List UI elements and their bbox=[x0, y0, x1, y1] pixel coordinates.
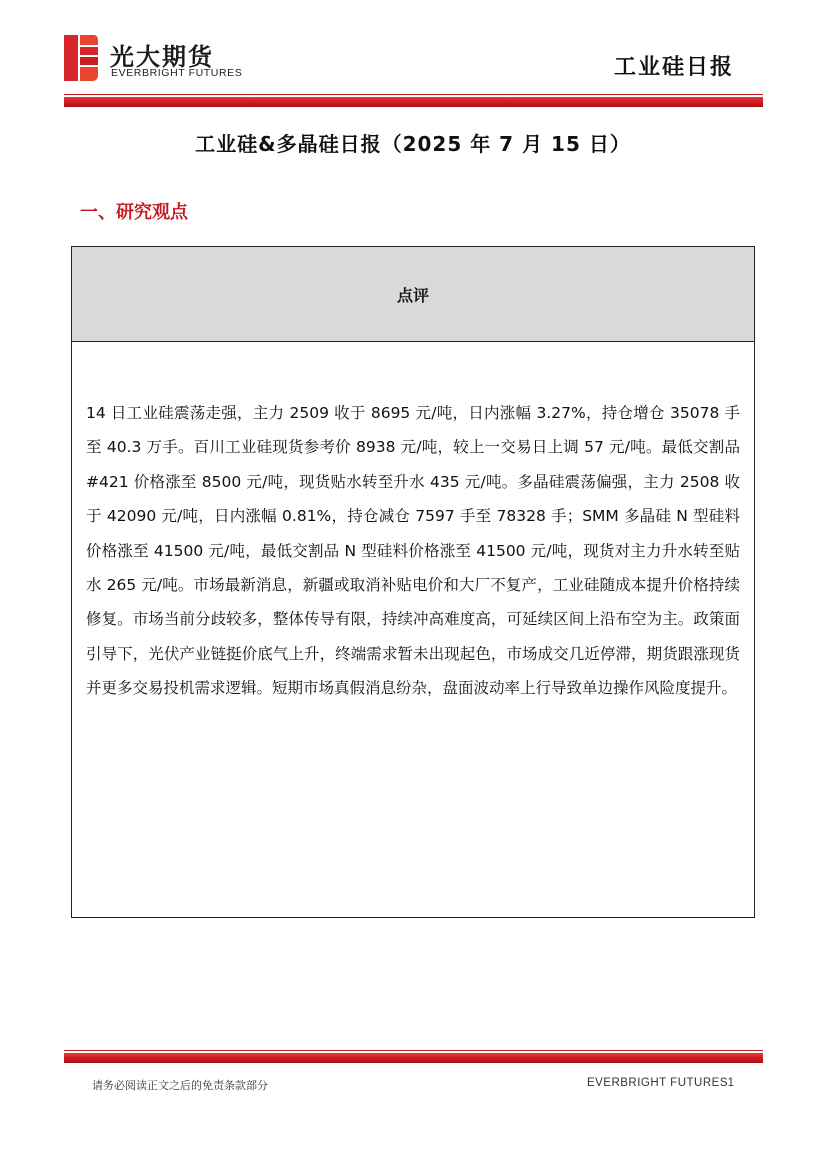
comment-table-header bbox=[72, 247, 754, 342]
comment-table bbox=[71, 246, 755, 918]
document-title: 工业硅&多晶硅日报（2025 年 7 月 15 日） bbox=[195, 132, 631, 156]
logo-english-name: EVERBRIGHT FUTURES bbox=[111, 67, 243, 79]
page-number: 1 bbox=[727, 1077, 734, 1089]
footer-disclaimer: 请务必阅读正文之后的免责条款部分 bbox=[92, 1079, 268, 1092]
header-divider bbox=[64, 94, 763, 107]
company-logo bbox=[64, 35, 264, 85]
footer-divider bbox=[64, 1050, 763, 1063]
logo-chinese-name: 光大期货 bbox=[110, 43, 214, 71]
everbright-logo-icon bbox=[64, 35, 98, 81]
footer-brand: EVERBRIGHT FUTURES bbox=[586, 1077, 728, 1089]
comment-text: 14 日工业硅震荡走强，主力 2509 收于 8695 元/吨，日内涨幅 3.27%，持仓增仓 35078 手至 40.3 万手。百川工业硅现货参考价 8938 元/吨，较上一交易日上调 57 元/吨。最低交割品#421 价格涨至 8500 元/吨，现货贴水转至升水 435 元/吨。多晶硅震荡偏强，主力 2508 收于 42090 元/吨，日内涨幅 0.81%，持仓减仓 7597 手至 78328 手；SMM 多晶硅 N 型硅料价格涨至 41500 元/吨，最低交割品 N 型硅料价格涨至 41500 元/吨，现货对主力升水转至贴水 265 元/吨。市场最新消息，新疆或取消补贴电价和大厂不复产，工业硅随成本提升价格持续修复。市场当前分歧较多，整体传导有限，持续冲高难度高，可延续区间上沿布空为主。政策面引导下，光伏产业链挺价底气上升，终端需求暂未出现起色，市场成交几近停滞，期货跟涨现货并更多交易投机需求逻辑。短期市场真假消息纷杂，盘面波动率上行导致单边操作风险度提升。 bbox=[86, 404, 740, 698]
report-type-label: 工业硅日报 bbox=[613, 55, 734, 80]
comment-header-label: 点评 bbox=[396, 285, 429, 305]
section-heading: 一、研究观点 bbox=[80, 202, 188, 223]
